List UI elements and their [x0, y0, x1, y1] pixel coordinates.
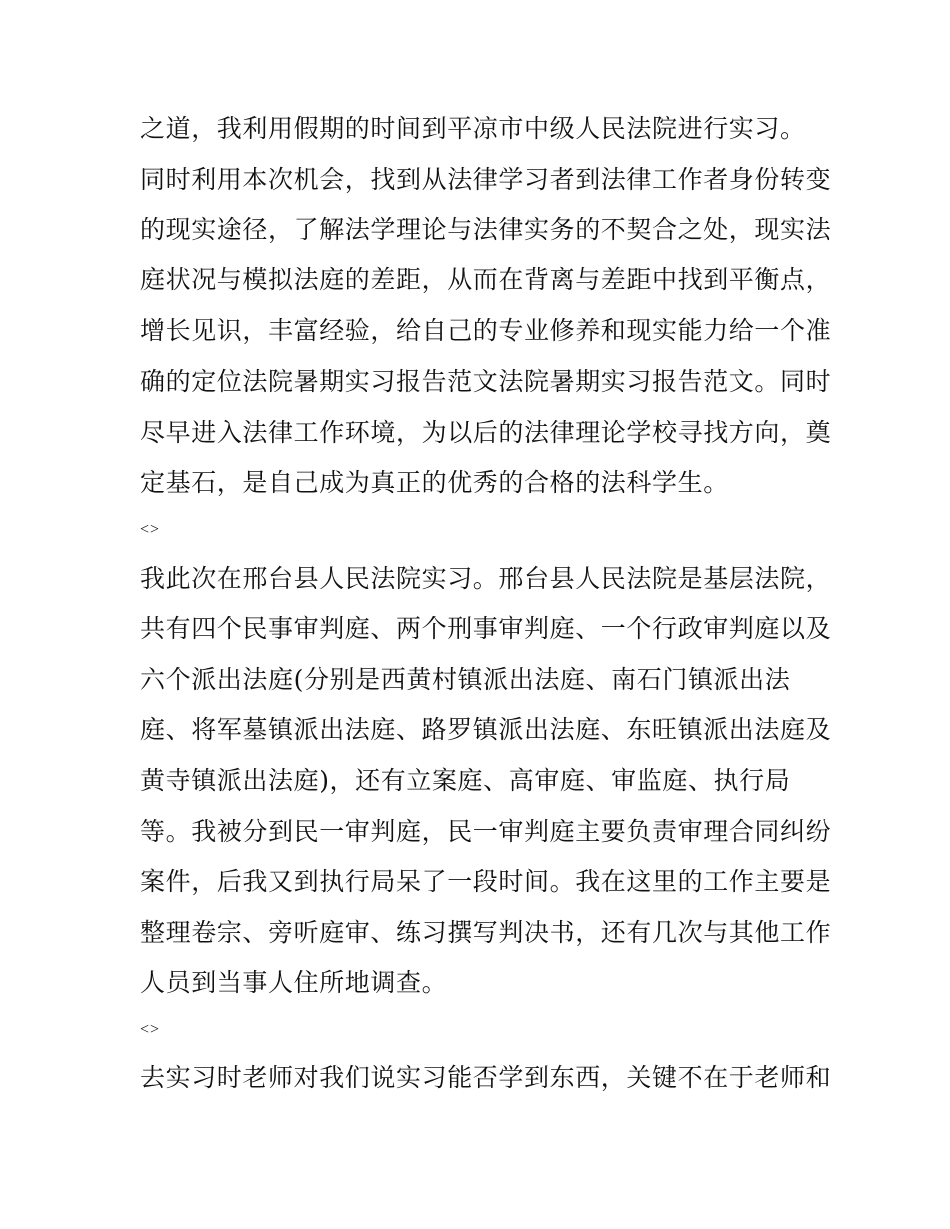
text-line: 增长见识，丰富经验，给自己的专业修养和现实能力给一个准: [140, 316, 832, 345]
section-separator: <>: [140, 521, 161, 538]
text-line: 定基石，是自己成为真正的优秀的合格的法科学生。: [140, 468, 729, 497]
text-line: 等。我被分到民一审判庭，民一审判庭主要负责审理合同纠纷: [140, 817, 832, 846]
text-line: 之道，我利用假期的时间到平凉市中级人民法院进行实习。: [140, 114, 806, 143]
text-line: 庭、将军墓镇派出法庭、路罗镇派出法庭、东旺镇派出法庭及: [140, 715, 832, 744]
text-line: 确的定位法院暑期实习报告范文法院暑期实习报告范文。同时: [140, 367, 832, 396]
text-line: 的现实途径，了解法学理论与法律实务的不契合之处，现实法: [140, 215, 832, 244]
text-line: 尽早进入法律工作环境，为以后的法律理论学校寻找方向，奠: [140, 418, 832, 447]
text-line: 庭状况与模拟法庭的差距，从而在背离与差距中找到平衡点，: [140, 265, 832, 294]
text-line: 人员到当事人住所地调查。: [140, 968, 448, 997]
text-line: 整理卷宗、旁听庭审、练习撰写判决书，还有几次与其他工作: [140, 918, 832, 947]
text-line: 去实习时老师对我们说实习能否学到东西，关键不在于老师和: [140, 1063, 832, 1092]
text-line: 共有四个民事审判庭、两个刑事审判庭、一个行政审判庭以及: [140, 614, 832, 643]
text-line: 黄寺镇派出法庭)，还有立案庭、高审庭、审监庭、执行局: [140, 766, 791, 795]
text-line: 案件，后我又到执行局呆了一段时间。我在这里的工作主要是: [140, 867, 832, 896]
text-line: 六个派出法庭(分别是西黄村镇派出法庭、南石门镇派出法: [140, 665, 791, 694]
text-line: 同时利用本次机会，找到从法律学习者到法律工作者身份转变: [140, 165, 832, 194]
text-line: 我此次在邢台县人民法院实习。邢台县人民法院是基层法院，: [140, 564, 832, 593]
section-separator: <>: [140, 1021, 161, 1038]
